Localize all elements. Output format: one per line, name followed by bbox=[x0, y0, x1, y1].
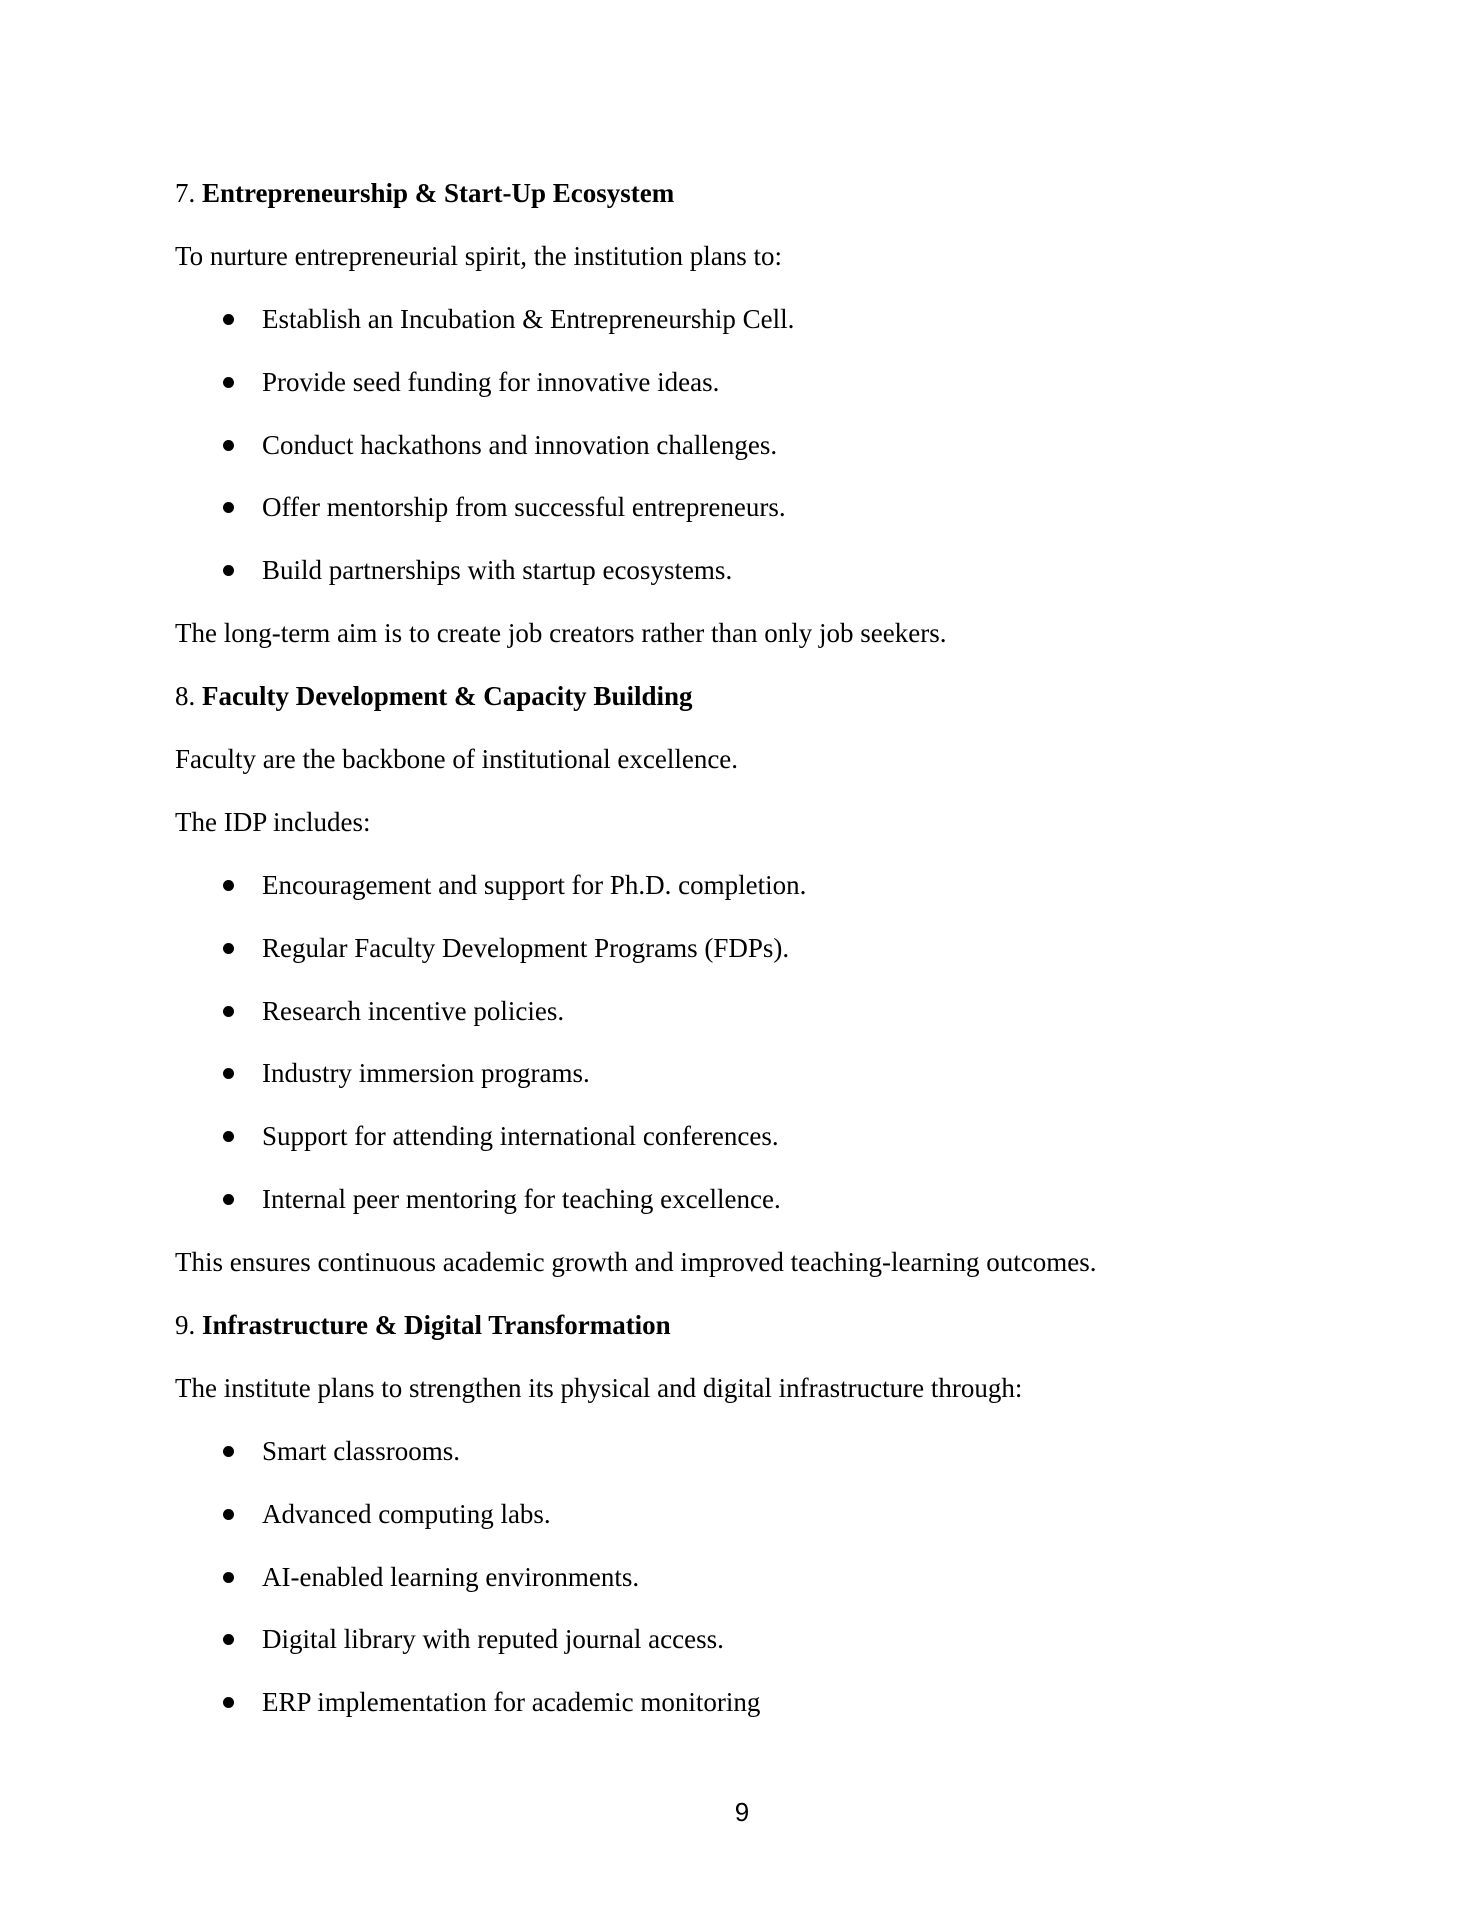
paragraph: The IDP includes: bbox=[175, 806, 371, 837]
bullet-icon bbox=[223, 1634, 234, 1645]
list-item-text: Advanced computing labs. bbox=[262, 1498, 551, 1529]
section-title: Infrastructure & Digital Transformation bbox=[202, 1310, 671, 1341]
section-title: Entrepreneurship & Start-Up Ecosystem bbox=[202, 178, 675, 208]
list-item bbox=[175, 989, 1325, 1052]
bullet-icon bbox=[223, 565, 234, 576]
list-item bbox=[175, 423, 1325, 486]
page-number: 9 bbox=[734, 1797, 750, 1827]
list-item-text: AI-enabled learning environments. bbox=[262, 1561, 640, 1592]
list-item bbox=[175, 1555, 1325, 1618]
bullet-icon bbox=[223, 440, 234, 451]
bullet-icon bbox=[223, 943, 234, 954]
list-item bbox=[175, 548, 1325, 611]
bullet-icon bbox=[223, 1572, 234, 1583]
list-item-text: Regular Faculty Development Programs (FDPs). bbox=[262, 932, 790, 963]
section-heading bbox=[175, 674, 1325, 737]
list-item-text: Research incentive policies. bbox=[262, 995, 565, 1026]
bullet-icon bbox=[223, 1131, 234, 1142]
section-number: 7. bbox=[175, 178, 196, 208]
bullet-icon bbox=[223, 314, 234, 325]
list-item-text: Provide seed funding for innovative ideas. bbox=[262, 366, 720, 397]
list-item bbox=[175, 1114, 1325, 1177]
list-item-text: Build partnerships with startup ecosystems. bbox=[262, 555, 733, 586]
section-number: 9. bbox=[175, 1310, 196, 1341]
bullet-icon bbox=[223, 1006, 234, 1017]
bullet-icon bbox=[223, 1509, 234, 1520]
list-item bbox=[175, 360, 1325, 423]
list-item-text: Offer mentorship from successful entrepreneurs. bbox=[262, 492, 786, 523]
list-item-text: Smart classrooms. bbox=[262, 1435, 460, 1466]
list-item-text: ERP implementation for academic monitoring bbox=[262, 1687, 761, 1718]
list-item-text: Establish an Incubation & Entrepreneurship Cell. bbox=[262, 303, 795, 334]
section-heading bbox=[175, 171, 1325, 234]
list-item bbox=[175, 1051, 1325, 1114]
list-item bbox=[175, 1492, 1325, 1555]
paragraph: The institute plans to strengthen its physical and digital infrastructure through: bbox=[175, 1372, 1023, 1403]
section-title: Faculty Development & Capacity Building bbox=[202, 681, 693, 712]
list-item-text: Conduct hackathons and innovation challenges. bbox=[262, 429, 778, 460]
list-item bbox=[175, 1429, 1325, 1492]
paragraph: The long-term aim is to create job creators rather than only job seekers. bbox=[175, 618, 947, 649]
paragraph: To nurture entrepreneurial spirit, the institution plans to: bbox=[175, 240, 782, 271]
list-item-text: Digital library with reputed journal access. bbox=[262, 1624, 724, 1655]
bullet-icon bbox=[223, 502, 234, 513]
bullet-icon bbox=[223, 880, 234, 891]
bullet-icon bbox=[223, 377, 234, 388]
list-item bbox=[175, 1617, 1325, 1680]
list-item bbox=[175, 297, 1325, 360]
paragraph: This ensures continuous academic growth and improved teaching-learning outcomes. bbox=[175, 1247, 1097, 1278]
list-item bbox=[175, 485, 1325, 548]
list-item bbox=[175, 926, 1325, 989]
paragraph: Faculty are the backbone of institutional excellence. bbox=[175, 744, 739, 775]
list-item bbox=[175, 1177, 1325, 1240]
section-number: 8. bbox=[175, 681, 196, 712]
list-item bbox=[175, 1680, 1325, 1743]
bullet-icon bbox=[223, 1068, 234, 1079]
list-item bbox=[175, 863, 1325, 926]
bullet-icon bbox=[223, 1697, 234, 1708]
bullet-icon bbox=[223, 1194, 234, 1205]
list-item-text: Internal peer mentoring for teaching excellence. bbox=[262, 1184, 781, 1215]
bullet-icon bbox=[223, 1446, 234, 1457]
list-item-text: Support for attending international conferences. bbox=[262, 1121, 779, 1152]
list-item-text: Industry immersion programs. bbox=[262, 1058, 590, 1089]
section-heading bbox=[175, 1303, 1325, 1366]
page-content bbox=[175, 171, 1325, 1743]
list-item-text: Encouragement and support for Ph.D. completion. bbox=[262, 869, 807, 900]
